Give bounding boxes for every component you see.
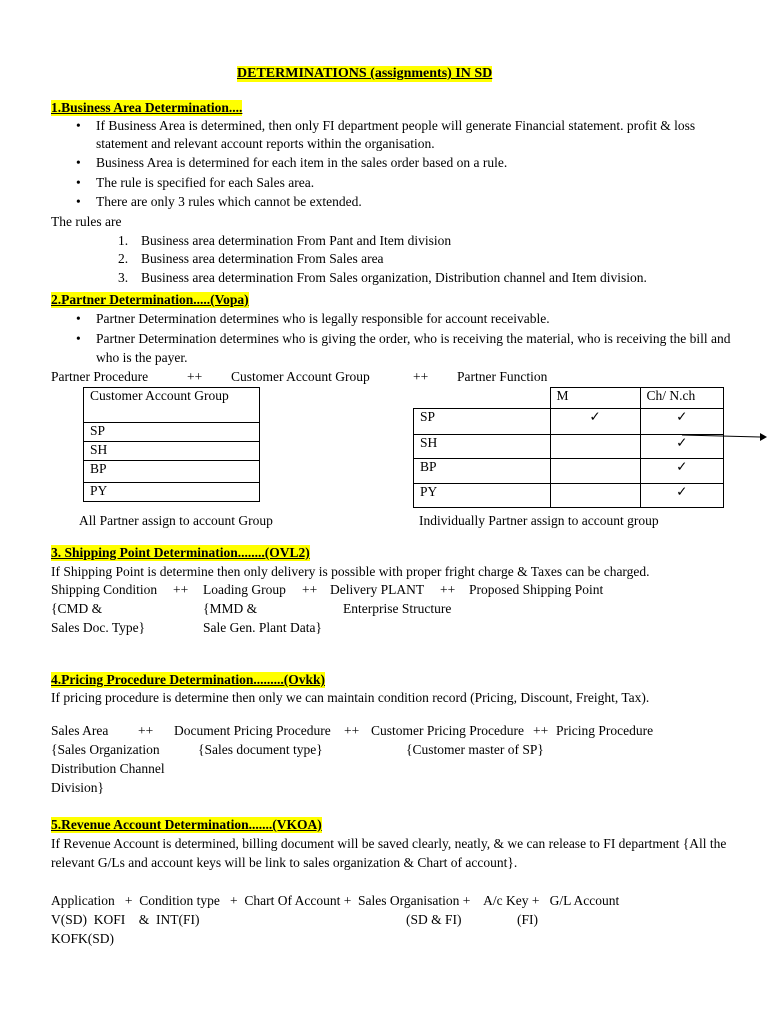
- s1-bullet-2: • Business Area is determined for each item in the sales order based on a rule.: [96, 155, 507, 171]
- note-mmd: {MMD &: [203, 601, 258, 616]
- s2-bullet-2-cont: who is the payer.: [96, 350, 188, 365]
- check-icon: ✓: [550, 409, 640, 435]
- shipping-condition: Shipping Condition: [51, 582, 158, 597]
- arrow-right-icon: [680, 430, 768, 444]
- s5-line-2: relevant G/Ls and account keys will be link to sales organization & Chart of account}.: [51, 855, 518, 870]
- table-row: SP: [84, 423, 260, 442]
- delivery-plant: Delivery PLANT: [330, 582, 425, 597]
- check-icon: ✓: [640, 484, 724, 508]
- table-row: BP: [84, 461, 260, 483]
- note-sales-organization: {Sales Organization: [51, 742, 160, 757]
- check-icon: ✓: [640, 435, 724, 459]
- plus-operator: ++: [173, 582, 189, 597]
- rule-3-text: Business area determination From Sales organization, Distribution channel and Item division.: [141, 270, 647, 285]
- pricing-procedure: Pricing Procedure: [556, 723, 654, 738]
- note-distribution-channel: Distribution Channel: [51, 761, 165, 776]
- empty-cell: [550, 435, 640, 459]
- plus-operator: ++: [344, 723, 360, 738]
- plus-operator: ++: [440, 582, 456, 597]
- plus-operator: ++: [187, 369, 203, 384]
- plus-operator: ++: [413, 369, 429, 384]
- table-row-code: PY: [414, 484, 551, 508]
- s1-bullet-1-cont: statement and relevant account reports within the organisation.: [96, 136, 435, 151]
- s2-bullet-1: • Partner Determination determines who is legally responsible for account receivable.: [96, 311, 550, 327]
- customer-account-group: Customer Account Group: [231, 369, 370, 384]
- partner-procedure: Partner Procedure: [51, 369, 149, 384]
- note-enterprise-structure: Enterprise Structure: [343, 601, 452, 616]
- plus-operator: ++: [533, 723, 549, 738]
- partner-function-table: [413, 387, 724, 508]
- table-row-code: SH: [414, 435, 551, 459]
- col-m-header: M: [550, 388, 640, 409]
- rule-3-num: 3.: [118, 270, 129, 285]
- page-title: DETERMINATIONS (assignments) IN SD: [237, 66, 493, 81]
- left-table-caption: All Partner assign to account Group: [79, 513, 273, 528]
- note-sd-fi: (SD & FI): [406, 912, 462, 927]
- note-division: Division}: [51, 780, 104, 795]
- check-icon: ✓: [640, 409, 724, 435]
- s5-line-1: If Revenue Account is determined, billing document will be saved clearly, neatly, & we can release to FI department {All the: [51, 836, 727, 851]
- rule-1-text: Business area determination From Pant and Item division: [141, 233, 452, 248]
- note-cmd: {CMD &: [51, 601, 103, 616]
- section-4-header: 4.Pricing Procedure Determination.........(Ovkk): [51, 672, 325, 687]
- right-table-caption: Individually Partner assign to account group: [419, 513, 659, 528]
- rule-2-num: 2.: [118, 251, 129, 266]
- note-fi: (FI): [517, 912, 538, 927]
- table-header: Customer Account Group: [84, 388, 260, 423]
- note-sale-gen-plant: Sale Gen. Plant Data}: [203, 620, 322, 635]
- revenue-formula: Application + Condition type + Chart Of Account + Sales Organisation + A/c Key + G/L Account: [51, 893, 620, 908]
- s1-bullet-1: • If Business Area is determined, then only FI department people will generate Financial statement. profit & loss: [96, 118, 695, 134]
- note-vsd-kofi: V(SD) KOFI & INT(FI): [51, 912, 200, 927]
- s1-bullet-4: • There are only 3 rules which cannot be extended.: [96, 194, 362, 210]
- note-sales-doc-type: Sales Doc. Type}: [51, 620, 146, 635]
- note-kofk: KOFK(SD): [51, 931, 115, 946]
- s4-line-1: If pricing procedure is determine then only we can maintain condition record (Pricing, Discount, Freight, Tax).: [51, 690, 650, 705]
- check-icon: ✓: [640, 459, 724, 484]
- customer-account-group-table: [83, 387, 260, 502]
- table-row: SH: [84, 442, 260, 461]
- loading-group: Loading Group: [203, 582, 286, 597]
- table-row: PY: [84, 483, 260, 502]
- section-5-header: 5.Revenue Account Determination.......(VKOA): [51, 817, 322, 832]
- sales-area: Sales Area: [51, 723, 109, 738]
- empty-cell: [550, 459, 640, 484]
- section-3-header: 3. Shipping Point Determination........(OVL2): [51, 545, 310, 560]
- empty-cell: [550, 484, 640, 508]
- partner-function: Partner Function: [457, 369, 548, 384]
- plus-operator: ++: [302, 582, 318, 597]
- document-pricing-procedure: Document Pricing Procedure: [174, 723, 331, 738]
- rule-1-num: 1.: [118, 233, 129, 248]
- section-1-header: 1.Business Area Determination....: [51, 100, 243, 115]
- rule-2-text: Business area determination From Sales area: [141, 251, 384, 266]
- blank-corner: [414, 388, 551, 409]
- s3-line-1: If Shipping Point is determine then only delivery is possible with proper fright charge & Taxes can be charged.: [51, 564, 650, 579]
- table-row-code: SP: [414, 409, 551, 435]
- plus-operator: ++: [138, 723, 154, 738]
- col-ch-header: Ch/ N.ch: [640, 388, 724, 409]
- note-customer-master: {Customer master of SP}: [406, 742, 544, 757]
- s1-bullet-3: • The rule is specified for each Sales area.: [96, 175, 314, 191]
- customer-pricing-procedure: Customer Pricing Procedure: [371, 723, 524, 738]
- note-sales-document-type: {Sales document type}: [198, 742, 323, 757]
- proposed-shipping-point: Proposed Shipping Point: [469, 582, 604, 597]
- section-2-header: 2.Partner Determination.....(Vopa): [51, 292, 249, 307]
- table-row-code: BP: [414, 459, 551, 484]
- rules-intro: The rules are: [51, 214, 122, 229]
- s2-bullet-2: • Partner Determination determines who is giving the order, who is receiving the material, who is receiving the bill and: [96, 331, 731, 347]
